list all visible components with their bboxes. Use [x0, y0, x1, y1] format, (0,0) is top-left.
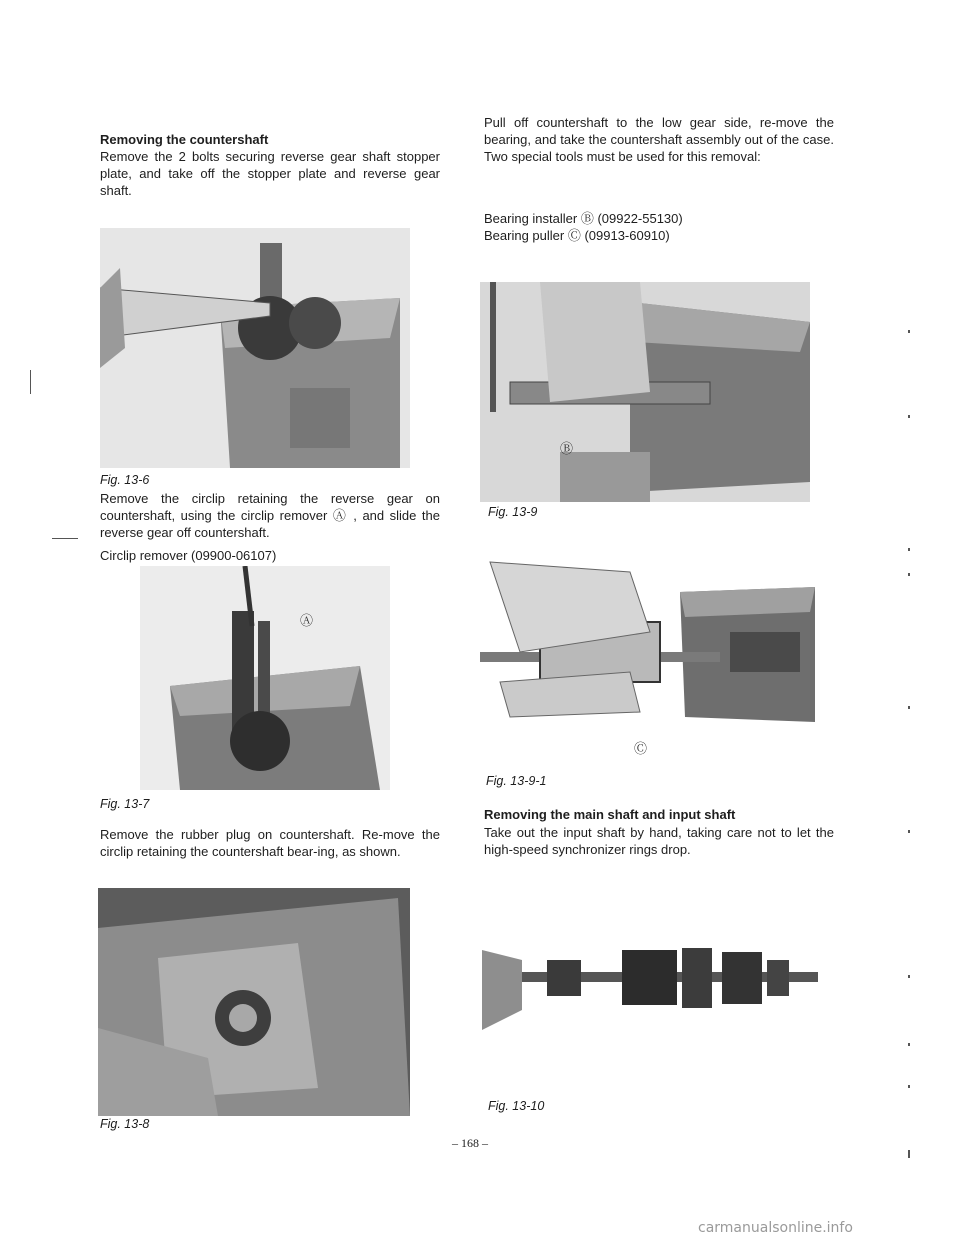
caption-fig-13-7: Fig. 13-7: [100, 797, 150, 811]
section-heading-countershaft: Removing the countershaft: [100, 132, 269, 147]
margin-mark: [908, 1150, 910, 1158]
caption-fig-13-10: Fig. 13-10: [488, 1099, 545, 1113]
page-number: – 168 –: [452, 1136, 488, 1150]
margin-mark: [908, 415, 910, 418]
margin-mark: [52, 538, 78, 539]
paragraph-pull-off-countershaft: Pull off countershaft to the low gear side, re-move the bearing, and take the countershaft assembly out of the case. Two special tools must be used for this removal:: [484, 115, 834, 164]
margin-mark: [908, 1085, 910, 1088]
paragraph-take-out-input-shaft: Take out the input shaft by hand, taking care not to let the high-speed synchronizer rings drop.: [484, 825, 834, 857]
photo-fig-13-7: [140, 566, 390, 790]
photo-fig-13-9: [480, 282, 810, 502]
margin-mark: [908, 706, 910, 709]
paragraph-remove-rubber-plug: Remove the rubber plug on countershaft. Re-move the circlip retaining the countershaft bear-ing, as shown.: [100, 827, 440, 859]
caption-fig-13-9: Fig. 13-9: [488, 505, 538, 519]
margin-mark: [908, 330, 910, 333]
tool-bearing-puller: Bearing puller Ⓒ (09913-60910): [484, 228, 670, 243]
caption-fig-13-9-1: Fig. 13-9-1: [486, 774, 547, 788]
margin-mark: [908, 1043, 910, 1046]
photo-fig-13-8: [98, 888, 410, 1116]
paragraph-remove-circlip: Remove the circlip retaining the reverse gear on countershaft, using the circlip remover Ⓐ , and slide the reverse gear off countershaft.: [100, 491, 440, 540]
watermark: carmanualsonline.info: [698, 1220, 853, 1236]
label-a: Ⓐ: [300, 613, 314, 628]
photo-fig-13-9-1: [480, 542, 820, 722]
margin-mark: [908, 548, 910, 551]
tool-circlip-remover: Circlip remover (09900-06107): [100, 548, 277, 563]
paragraph-remove-bolts: Remove the 2 bolts securing reverse gear shaft stopper plate, and take off the stopper plate and reverse gear shaft.: [100, 149, 440, 198]
margin-mark: [30, 370, 31, 394]
caption-fig-13-8: Fig. 13-8: [100, 1117, 150, 1131]
section-heading-main-shaft: Removing the main shaft and input shaft: [484, 807, 736, 822]
margin-mark: [908, 975, 910, 978]
photo-fig-13-6: [100, 228, 410, 468]
label-b: Ⓑ: [560, 441, 574, 456]
margin-mark: [908, 573, 910, 576]
caption-fig-13-6: Fig. 13-6: [100, 473, 150, 487]
label-c: Ⓒ: [634, 741, 648, 756]
margin-mark: [908, 830, 910, 833]
tool-bearing-installer: Bearing installer Ⓑ (09922-55130): [484, 211, 683, 226]
photo-fig-13-10: [482, 920, 818, 1046]
